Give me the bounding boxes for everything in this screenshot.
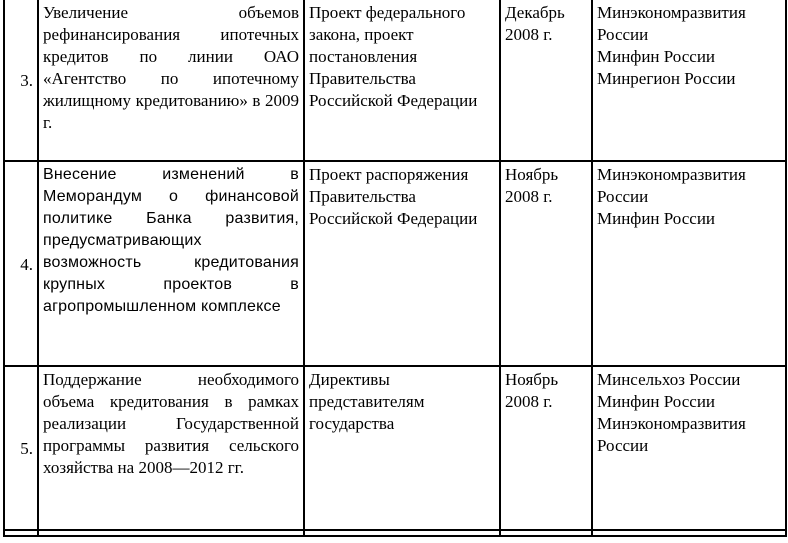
responsible-agency: Минрегион России — [597, 69, 736, 88]
empty-cell — [500, 530, 592, 536]
row-number: 5. — [4, 366, 38, 530]
empty-cell — [38, 530, 304, 536]
measures-table — [3, 0, 787, 537]
responsible-cell — [592, 366, 786, 530]
row-number: 3. — [4, 0, 38, 161]
responsible-agency: Минэкономразвития России — [597, 3, 751, 44]
empty-cell — [304, 530, 500, 536]
term-cell: Декабрь 2008 г. — [500, 0, 592, 161]
measure-cell: Увеличение объемов рефинансирования ипотечных кредитов по линии ОАО «Агентство по ипотечному жилищному кредитованию» в 2009 г. — [38, 0, 304, 161]
table-row — [4, 161, 786, 366]
responsible-agency: Минэкономразвития России — [597, 165, 751, 206]
responsible-agency: Минфин России — [597, 209, 716, 228]
document-cell: Директивы представителям государства — [304, 366, 500, 530]
empty-cell — [592, 530, 786, 536]
responsible-agency: Минфин России — [597, 392, 716, 411]
table-row — [4, 0, 786, 161]
table-row — [4, 366, 786, 530]
responsible-agency: Минсельхоз России — [597, 370, 741, 389]
measure-cell: Внесение изменений в Меморандум о финансовой политике Банка развития, предусматривающих возможность кредитования крупных проектов в агропромышленном комплексе — [38, 161, 304, 366]
term-cell: Ноябрь 2008 г. — [500, 161, 592, 366]
document-cell: Проект федерального закона, проект постановления Правительства Российской Федерации — [304, 0, 500, 161]
term-cell: Ноябрь 2008 г. — [500, 366, 592, 530]
responsible-agency: Минэкономразвития России — [597, 414, 751, 455]
document-cell: Проект распоряжения Правительства Российской Федерации — [304, 161, 500, 366]
responsible-cell — [592, 161, 786, 366]
empty-cell — [4, 530, 38, 536]
table-row-cut — [4, 530, 786, 536]
row-number: 4. — [4, 161, 38, 366]
responsible-agency: Минфин России — [597, 47, 716, 66]
measure-cell: Поддержание необходимого объема кредитования в рамках реализации Государственной программы развития сельского хозяйства на 2008—2012 гг. — [38, 366, 304, 530]
responsible-cell — [592, 0, 786, 161]
